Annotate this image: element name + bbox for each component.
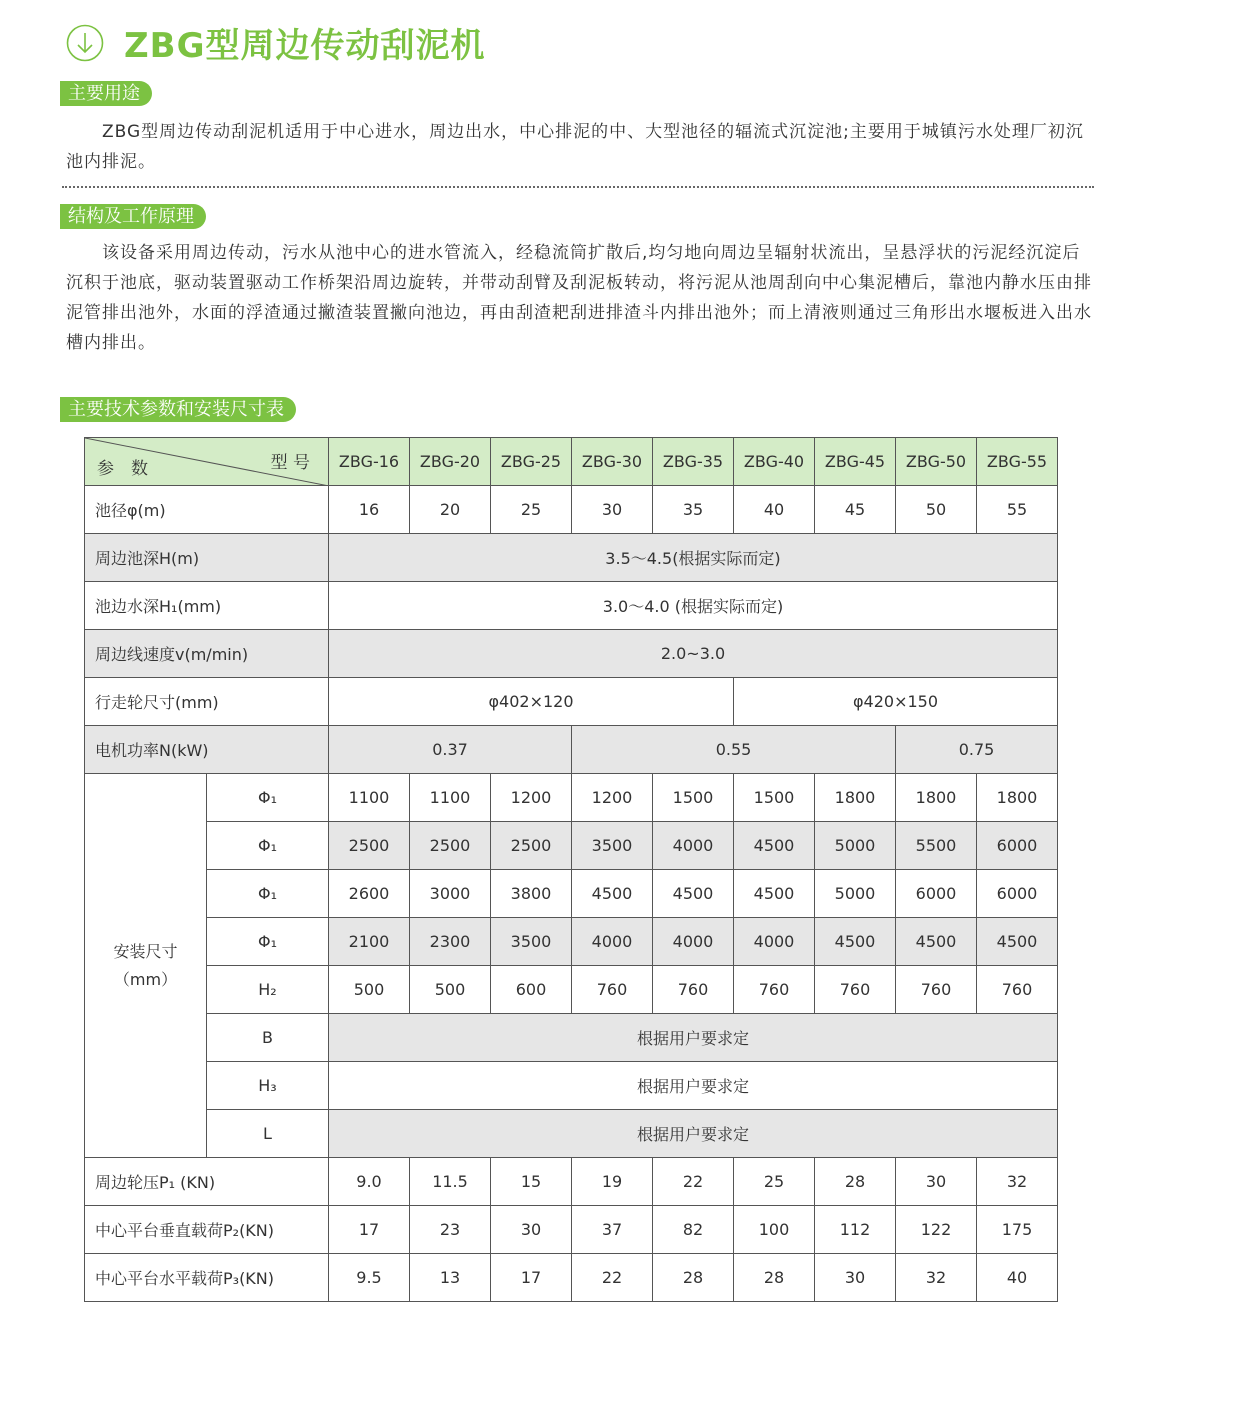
table-cell: 3500: [491, 918, 572, 966]
table-cell: 28: [815, 1158, 896, 1206]
row-label: 周边池深H(m): [85, 534, 329, 582]
table-cell: 25: [491, 486, 572, 534]
table-cell: 55: [977, 486, 1058, 534]
row-label: 中心平台垂直载荷P₂(KN): [85, 1206, 329, 1254]
table-cell: 5000: [815, 822, 896, 870]
table-cell: 4500: [653, 870, 734, 918]
table-cell: 0.75: [896, 726, 1058, 774]
table-cell: 6000: [977, 822, 1058, 870]
section-label-principle: 结构及工作原理: [60, 204, 206, 229]
corner-param-label: 参 数: [97, 459, 148, 479]
table-cell: 2500: [491, 822, 572, 870]
page-header: [66, 18, 485, 67]
table-cell: 2300: [410, 918, 491, 966]
table-cell: 1100: [329, 774, 410, 822]
table-cell: 760: [734, 966, 815, 1014]
table-cell: 5500: [896, 822, 977, 870]
table-cell: 2600: [329, 870, 410, 918]
table-cell: 40: [977, 1254, 1058, 1302]
spec-table: [84, 437, 1058, 1302]
table-cell: 2100: [329, 918, 410, 966]
table-cell: 17: [491, 1254, 572, 1302]
table-cell: 30: [815, 1254, 896, 1302]
table-cell: 22: [572, 1254, 653, 1302]
model-header: ZBG-45: [815, 438, 896, 486]
table-cell: 9.0: [329, 1158, 410, 1206]
table-cell: 0.37: [329, 726, 572, 774]
table-row: [85, 918, 1058, 966]
principle-text: 该设备采用周边传动，污水从池中心的进水管流入，经稳流筒扩散后,均匀地向周边呈辐射状流出，呈悬浮状的污泥经沉淀后沉积于池底，驱动装置驱动工作桥架沿周边旋转，并带动刮臂及刮泥板转动，将污泥从池周刮向中心集泥槽后，靠池内静水压由排泥管排出池外，水面的浮渣通过撇渣装置撇向池边，再由刮渣耙刮进排渣斗内排出池外；而上清液则通过三角形出水堰板进入出水槽内排出。: [66, 243, 1092, 353]
table-cell: 5000: [815, 870, 896, 918]
table-cell: 50: [896, 486, 977, 534]
table-cell: 1100: [410, 774, 491, 822]
install-dimension-label: [85, 774, 207, 1158]
table-header-row: [85, 438, 1058, 486]
table-cell: 根据用户要求定: [329, 1062, 1058, 1110]
table-cell: 4500: [734, 822, 815, 870]
table-row: [85, 678, 1058, 726]
table-cell: 4500: [815, 918, 896, 966]
table-cell: 4500: [572, 870, 653, 918]
table-cell: 1800: [896, 774, 977, 822]
table-cell: 2500: [410, 822, 491, 870]
table-cell: 3.0～4.0 (根据实际而定): [329, 582, 1058, 630]
table-cell: 根据用户要求定: [329, 1110, 1058, 1158]
table-cell: φ402×120: [329, 678, 734, 726]
table-cell: 30: [896, 1158, 977, 1206]
table-cell: 15: [491, 1158, 572, 1206]
corner-header-cell: [85, 438, 329, 486]
row-label: 周边线速度v(m/min): [85, 630, 329, 678]
table-cell: 82: [653, 1206, 734, 1254]
table-cell: 9.5: [329, 1254, 410, 1302]
model-header: ZBG-25: [491, 438, 572, 486]
install-label-line2: （mm）: [113, 969, 178, 989]
table-cell: 4500: [977, 918, 1058, 966]
section-label-spec-table: 主要技术参数和安装尺寸表: [60, 397, 296, 422]
sub-label: B: [207, 1014, 329, 1062]
dotted-divider: [62, 186, 1094, 188]
corner-model-label: 型 号: [270, 453, 310, 473]
table-cell: 22: [653, 1158, 734, 1206]
table-cell: 45: [815, 486, 896, 534]
sub-label: Φ₁: [207, 870, 329, 918]
table-row: [85, 1062, 1058, 1110]
table-cell: 2.0~3.0: [329, 630, 1058, 678]
table-row: [85, 774, 1058, 822]
model-header: ZBG-30: [572, 438, 653, 486]
row-label: 中心平台水平载荷P₃(KN): [85, 1254, 329, 1302]
usage-text: ZBG型周边传动刮泥机适用于中心进水，周边出水，中心排泥的中、大型池径的辐流式沉淀池;主要用于城镇污水处理厂初沉池内排泥。: [66, 122, 1084, 172]
table-row: [85, 1158, 1058, 1206]
table-cell: 28: [734, 1254, 815, 1302]
table-row: [85, 870, 1058, 918]
table-cell: 35: [653, 486, 734, 534]
table-cell: 4000: [653, 918, 734, 966]
table-cell: 2500: [329, 822, 410, 870]
table-row: [85, 1110, 1058, 1158]
table-cell: 4500: [896, 918, 977, 966]
table-cell: 3000: [410, 870, 491, 918]
sub-label: H₂: [207, 966, 329, 1014]
table-row: [85, 966, 1058, 1014]
row-label: 行走轮尺寸(mm): [85, 678, 329, 726]
table-cell: 0.55: [572, 726, 896, 774]
table-cell: 40: [734, 486, 815, 534]
table-cell: 760: [815, 966, 896, 1014]
table-cell: 112: [815, 1206, 896, 1254]
table-cell: 4000: [734, 918, 815, 966]
table-cell: 13: [410, 1254, 491, 1302]
table-cell: φ420×150: [734, 678, 1058, 726]
table-cell: 30: [491, 1206, 572, 1254]
circle-down-arrow-icon: [66, 24, 104, 62]
sub-label: Φ₁: [207, 918, 329, 966]
table-cell: 760: [977, 966, 1058, 1014]
table-cell: 37: [572, 1206, 653, 1254]
section-label-usage: 主要用途: [60, 81, 152, 106]
model-header: ZBG-20: [410, 438, 491, 486]
table-cell: 28: [653, 1254, 734, 1302]
table-cell: 600: [491, 966, 572, 1014]
table-cell: 4000: [653, 822, 734, 870]
table-cell: 30: [572, 486, 653, 534]
sub-label: Φ₁: [207, 822, 329, 870]
model-header: ZBG-35: [653, 438, 734, 486]
table-cell: 760: [896, 966, 977, 1014]
table-cell: 23: [410, 1206, 491, 1254]
table-cell: 16: [329, 486, 410, 534]
row-label: 池径φ(m): [85, 486, 329, 534]
table-cell: 32: [896, 1254, 977, 1302]
table-cell: 20: [410, 486, 491, 534]
table-cell: 122: [896, 1206, 977, 1254]
table-cell: 11.5: [410, 1158, 491, 1206]
table-cell: 1500: [734, 774, 815, 822]
table-row: [85, 726, 1058, 774]
table-cell: 6000: [977, 870, 1058, 918]
table-row: [85, 486, 1058, 534]
row-label: 池边水深H₁(mm): [85, 582, 329, 630]
table-row: [85, 582, 1058, 630]
table-cell: 1200: [491, 774, 572, 822]
table-cell: 3.5～4.5(根据实际而定): [329, 534, 1058, 582]
model-header: ZBG-50: [896, 438, 977, 486]
table-cell: 4500: [734, 870, 815, 918]
table-cell: 100: [734, 1206, 815, 1254]
table-cell: 32: [977, 1158, 1058, 1206]
table-row: [85, 1206, 1058, 1254]
table-cell: 25: [734, 1158, 815, 1206]
table-cell: 500: [329, 966, 410, 1014]
table-cell: 760: [653, 966, 734, 1014]
table-row: [85, 1014, 1058, 1062]
table-cell: 6000: [896, 870, 977, 918]
sub-label: Φ₁: [207, 774, 329, 822]
table-row: [85, 630, 1058, 678]
table-cell: 175: [977, 1206, 1058, 1254]
page-title: ZBG型周边传动刮泥机: [124, 26, 486, 66]
table-cell: 1200: [572, 774, 653, 822]
table-cell: 760: [572, 966, 653, 1014]
sub-label: L: [207, 1110, 329, 1158]
model-header: ZBG-40: [734, 438, 815, 486]
table-cell: 4000: [572, 918, 653, 966]
install-label-line1: 安装尺寸: [113, 941, 178, 961]
table-cell: 1800: [815, 774, 896, 822]
model-header: ZBG-55: [977, 438, 1058, 486]
model-header: ZBG-16: [329, 438, 410, 486]
table-row: [85, 1254, 1058, 1302]
table-cell: 3500: [572, 822, 653, 870]
table-cell: 19: [572, 1158, 653, 1206]
row-label: 电机功率N(kW): [85, 726, 329, 774]
row-label: 周边轮压P₁ (KN): [85, 1158, 329, 1206]
table-row: [85, 822, 1058, 870]
sub-label: H₃: [207, 1062, 329, 1110]
table-cell: 3800: [491, 870, 572, 918]
table-cell: 1800: [977, 774, 1058, 822]
table-cell: 500: [410, 966, 491, 1014]
table-cell: 根据用户要求定: [329, 1014, 1058, 1062]
table-row: [85, 534, 1058, 582]
table-cell: 1500: [653, 774, 734, 822]
table-cell: 17: [329, 1206, 410, 1254]
